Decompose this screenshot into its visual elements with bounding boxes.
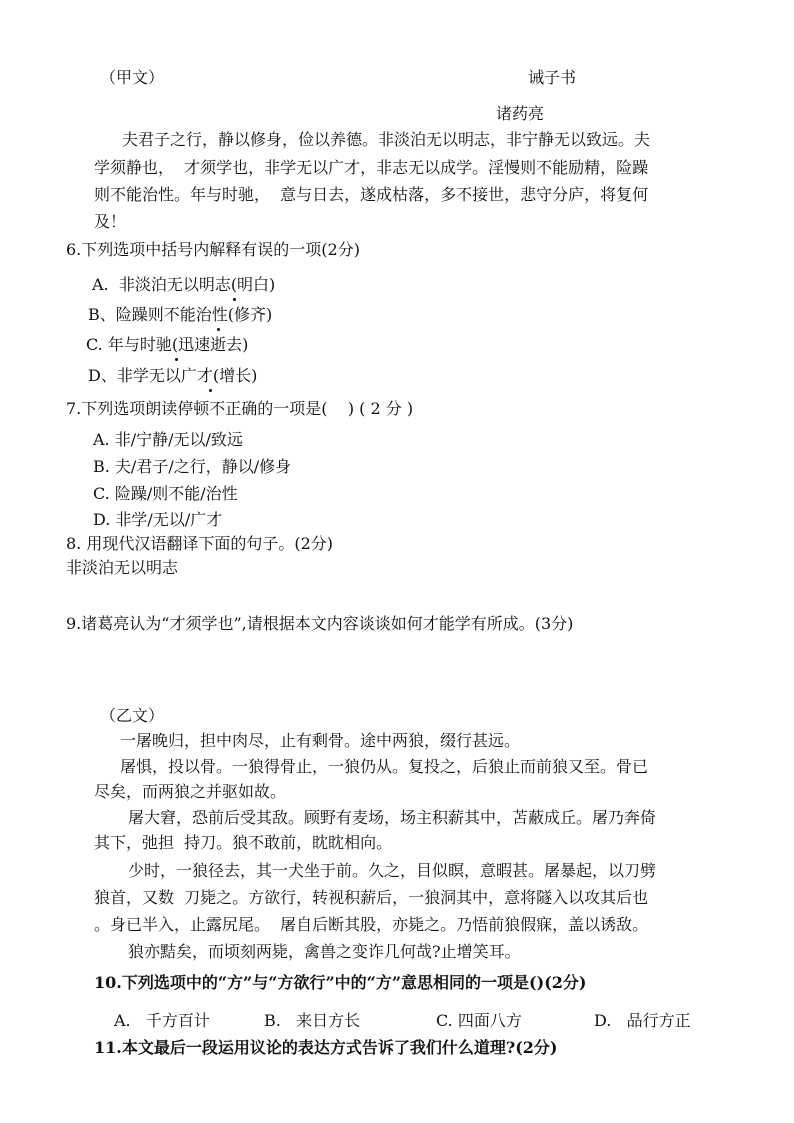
- question-8-sentence: 非淡泊无以明志: [66, 558, 179, 577]
- question-6-option-c: C. 年与时驰(迅速逝去): [86, 335, 249, 354]
- question-6-option-a: A. 非淡泊无以明志(明白): [92, 275, 276, 294]
- passage-a-label: （甲文）: [100, 68, 165, 87]
- question-7-stem: 7.下列选项朗读停顿不正确的一项是( ) ( 2 分 ): [66, 399, 414, 418]
- passage-b-line: 屠惧，投以骨。一狼得骨止，一狼仍从。复投之，后狼止而前狼又至。骨已: [120, 757, 649, 776]
- passage-b-line: 其下，弛担 持刀。狼不敢前，眈眈相向。: [94, 833, 393, 852]
- passage-a-line: 夫君子之行，静以修身，俭以养德。非淡泊无以明志，非宁静无以致远。夫: [122, 130, 651, 149]
- question-10-option-c: C. 四面八方: [436, 1011, 522, 1030]
- question-6-stem: 6.下列选项中括号内解释有误的一项(2分): [66, 240, 360, 259]
- passage-a-author: 诸药亮: [496, 104, 545, 123]
- question-7-option-b: B. 夫/君子/之行，静以/修身: [93, 457, 292, 476]
- passage-b-line: 狼亦黠矣，而顷刻两毙，禽兽之变诈几何哉?止增笑耳。: [128, 942, 521, 961]
- question-10-stem: 10.下列选项中的“方”与“方欲行”中的“方”意思相同的一项是()(2分): [94, 973, 587, 992]
- passage-a-line: 学须静也， 才须学也，非学无以广才，非志无以成学。淫慢则不能励精，险躁: [94, 158, 649, 177]
- question-7-option-a: A. 非/宁静/无以/致远: [93, 430, 243, 449]
- passage-a-line: 则不能治性。年与时驰， 意与日去，遂成枯落，多不接世，悲守分庐，将复何: [94, 185, 649, 204]
- passage-b-label: （乙文）: [100, 706, 165, 725]
- question-10-option-b: B. 来日方长: [264, 1011, 361, 1030]
- emphasis-dot: [209, 389, 212, 392]
- passage-b-line: 。身已半入，止露尻尾。 屠自后断其股，亦毙之。乃悟前狼假寐，盖以诱敌。: [94, 915, 649, 934]
- passage-b-line: 狼首，又数 刀毙之。方欲行，转视积薪后，一狼洞其中，意将隧入以攻其后也: [94, 888, 649, 907]
- question-7-option-d: D. 非学/无以/广才: [93, 510, 223, 529]
- passage-b-line: 一屠晚归，担中肉尽，止有剩骨。途中两狼，缀行甚远。: [120, 731, 521, 750]
- question-6-option-d: D、非学无以广才(增长): [88, 366, 258, 385]
- passage-b-line: 尽矣，而两狼之并驱如故。: [94, 782, 287, 801]
- passage-a-line: 及！: [94, 212, 127, 231]
- question-9-stem: 9.诸葛亮认为“才须学也”,请根据本文内容谈谈如何才能学有所成。(3分): [66, 614, 574, 633]
- emphasis-dot: [217, 328, 220, 331]
- question-7-option-c: C. 险躁/则不能/治性: [93, 484, 238, 503]
- passage-b-line: 少时，一狼径去，其一犬坐于前。久之，目似瞑，意暇甚。屠暴起，以刀劈: [128, 861, 657, 880]
- question-6-option-b: B、险躁则不能治性(修齐): [88, 305, 273, 324]
- question-11-stem: 11.本文最后一段运用议论的表达方式告诉了我们什么道理?(2分): [94, 1038, 558, 1057]
- question-8-stem: 8. 用现代汉语翻译下面的句子。(2分): [66, 534, 334, 553]
- question-10-option-d: D. 品行方正: [594, 1011, 691, 1030]
- passage-a-title: 诫子书: [528, 68, 577, 87]
- emphasis-dot: [233, 298, 236, 301]
- passage-b-line: 屠大窘，恐前后受其敌。顾野有麦场，场主积薪其中，苫蔽成丘。屠乃奔倚: [128, 808, 657, 827]
- emphasis-dot: [175, 358, 178, 361]
- question-10-option-a: A. 千方百计: [114, 1011, 210, 1030]
